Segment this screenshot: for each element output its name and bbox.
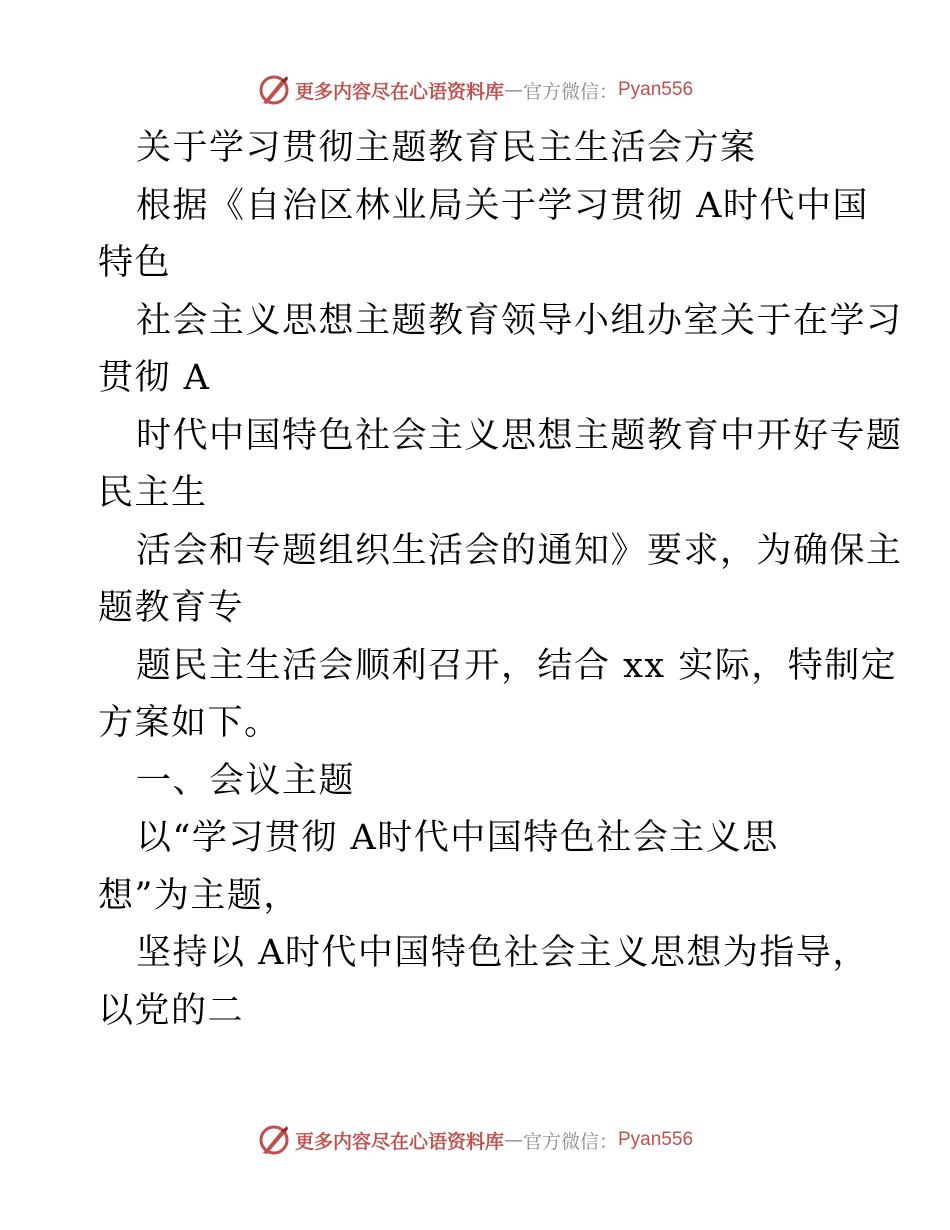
text-line: 特色 [98,243,172,283]
watermark-brand: 更多内容尽在心语资料库 [294,80,504,103]
text-line: 根据《自治区林业局关于学习贯彻 A时代中国 [136,185,869,226]
text-line: 以党的二 [98,990,245,1031]
text-line: 想”为主题， [98,875,300,916]
section-heading: 一、会议主题 [136,760,356,801]
footer-watermark [0,1120,950,1160]
watermark-wechat-id: Pyan556 [618,79,694,100]
header-watermark [0,70,950,110]
document-title: 关于学习贯彻主题教育民主生活会方案 [136,128,757,168]
text-line: 以“学习贯彻 A时代中国特色社会主义思 [136,818,779,858]
watermark-wechat-label: 官方微信： [522,1130,618,1153]
watermark-wechat-label: 官方微信： [522,80,618,103]
text-line: 民主生 [98,473,208,513]
quill-pen-circle-icon [257,73,291,107]
text-line: 社会主义思想主题教育领导小组办室关于在学习 [136,300,903,341]
watermark-dash: — [503,79,523,101]
watermark-dash: — [503,1129,523,1151]
text-line: 题教育专 [98,588,245,628]
watermark-brand: 更多内容尽在心语资料库 [294,1130,504,1153]
text-line: 方案如下。 [98,703,281,743]
watermark-wechat-id: Pyan556 [618,1129,694,1150]
text-line: 题民主生活会顺利召开，结合 xx 实际，特制定 [136,645,898,686]
document-body [98,120,903,1040]
text-line: 贯彻 A [98,358,211,398]
text-line: 时代中国特色社会主义思想主题教育中开好专题 [136,415,903,456]
text-line: 坚持以 A时代中国特色社会主义思想为指导， [136,933,869,973]
quill-pen-circle-icon [257,1123,291,1157]
text-line: 活会和专题组织生活会的通知》要求，为确保主 [136,530,903,571]
